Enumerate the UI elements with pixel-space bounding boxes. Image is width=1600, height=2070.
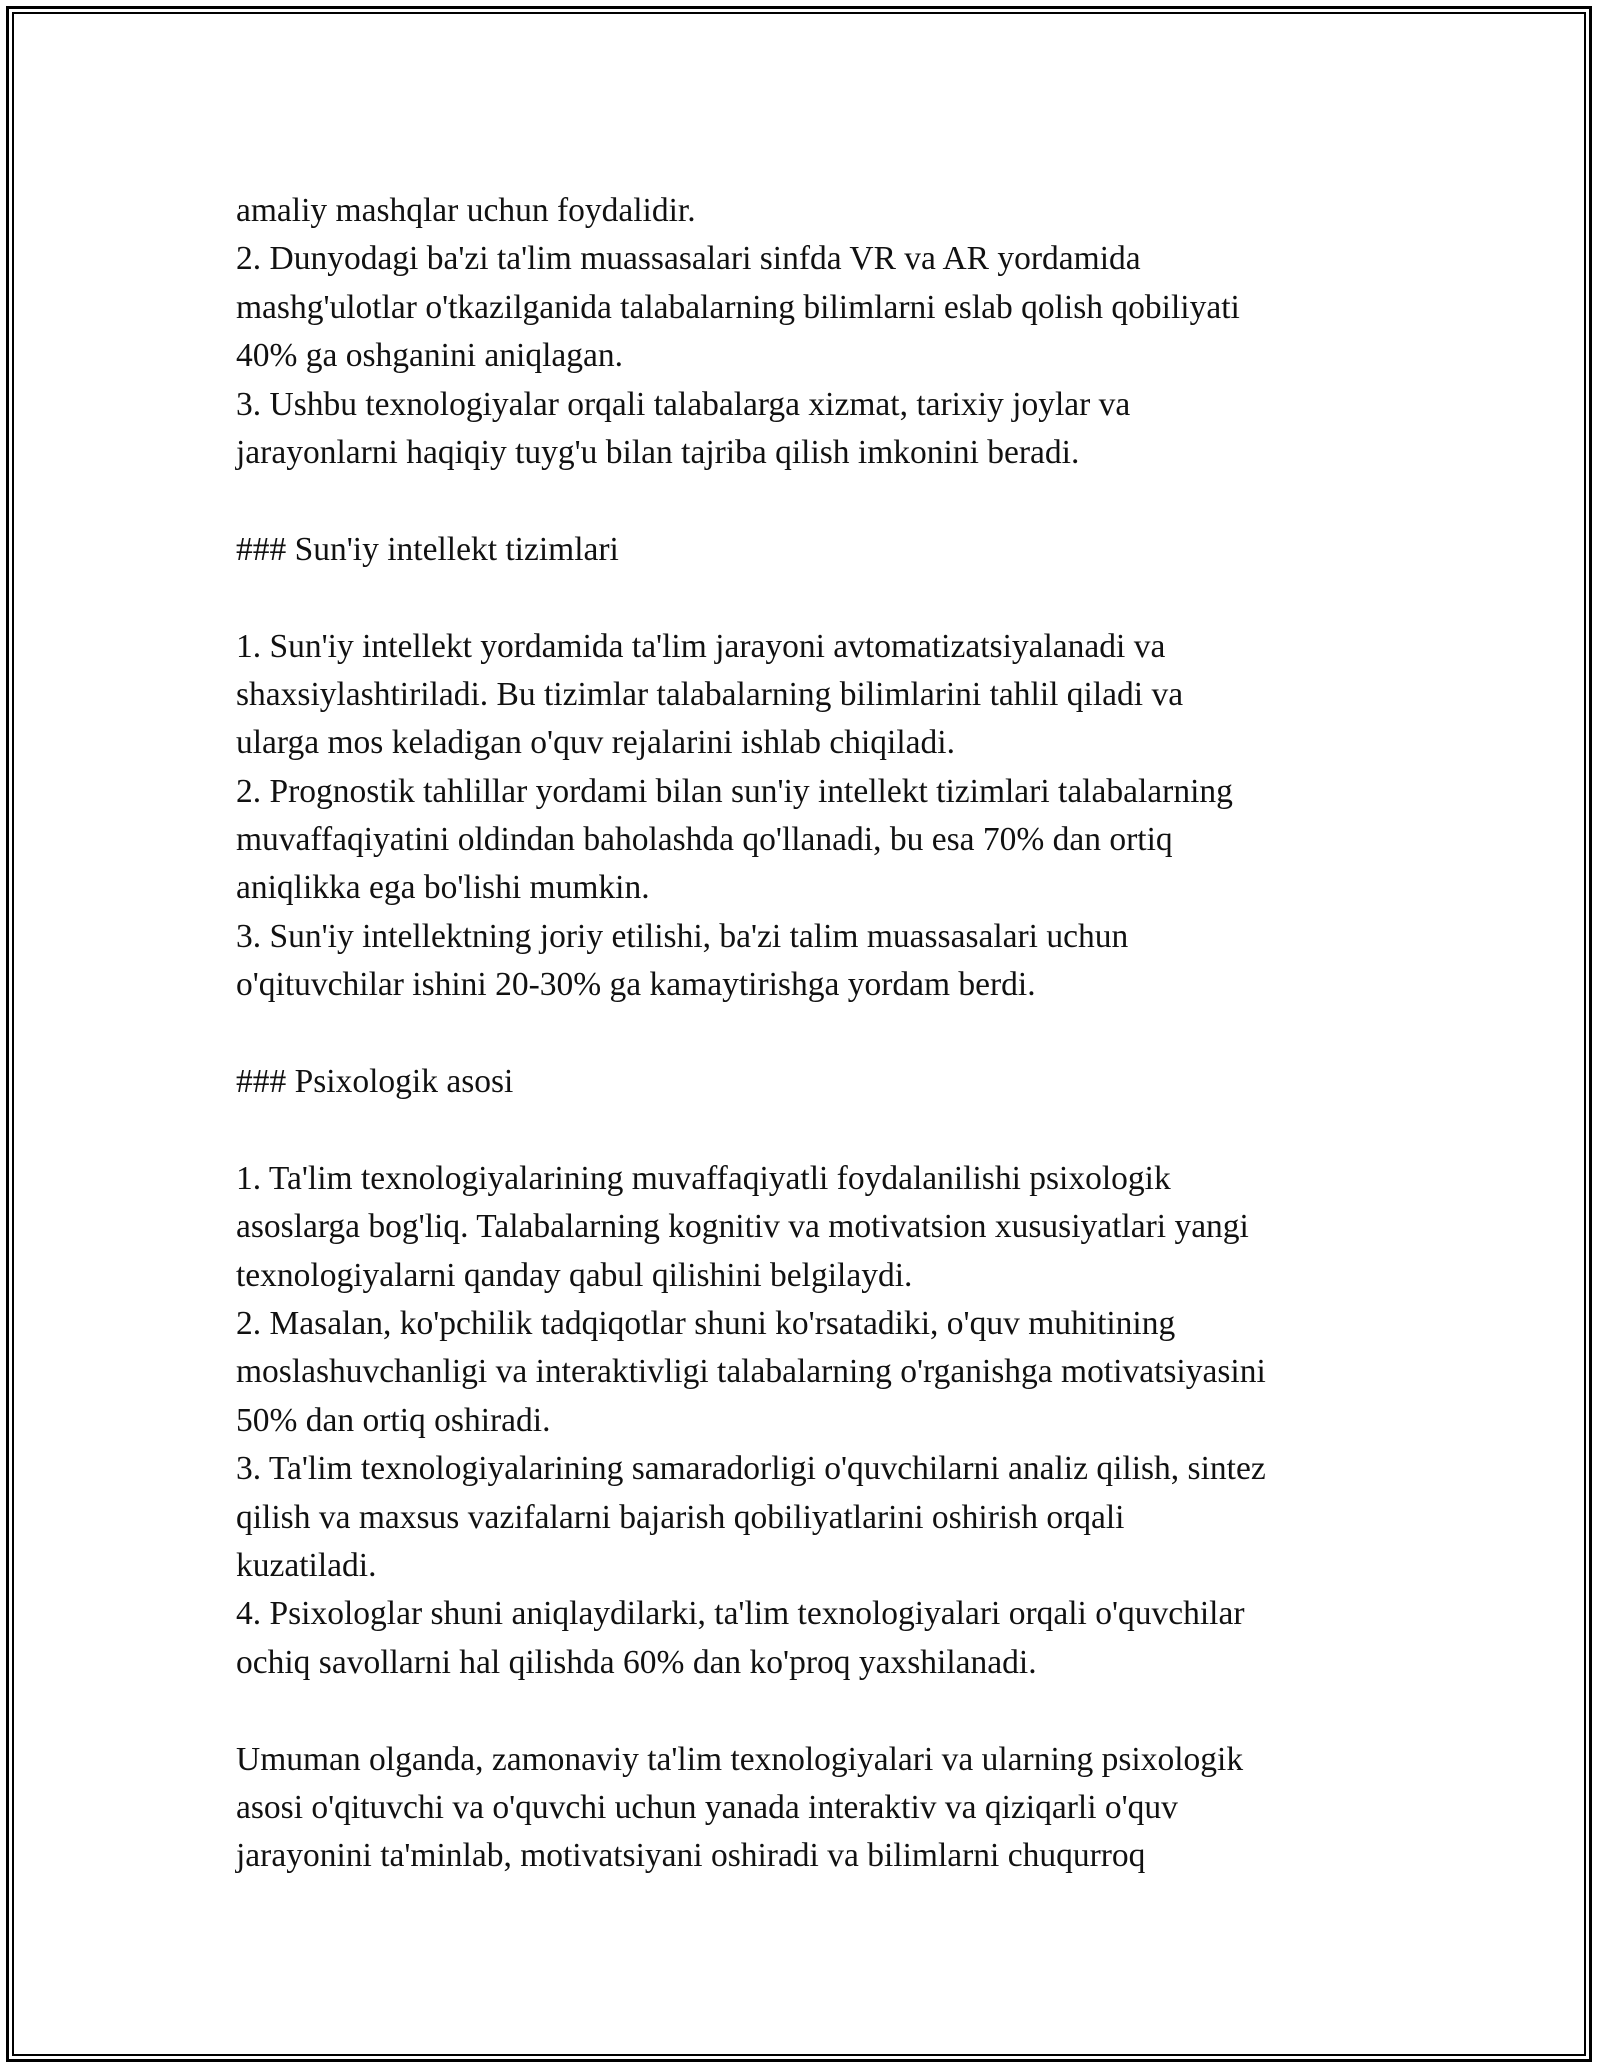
text-line: 2. Prognostik tahlillar yordami bilan sun'iy intellekt tizimlari talabalarning <box>236 772 1233 810</box>
text-line: shaxsiylashtiriladi. Bu tizimlar talabalarning bilimlarini tahlil qiladi va <box>236 675 1184 713</box>
section-psych-body <box>236 1155 1396 1687</box>
text-line: jarayonini ta'minlab, motivatsiyani oshiradi va bilimlarni chuqurroq <box>236 1837 1146 1875</box>
text-line: 50% dan ortiq oshiradi. <box>236 1401 551 1439</box>
text-line: ochiq savollarni hal qilishda 60% dan ko'proq yaxshilanadi. <box>236 1643 1037 1681</box>
paragraph-gap <box>236 477 1396 525</box>
text-line: qilish va maxsus vazifalarni bajarish qobiliyatlarini oshirish orqali <box>236 1498 1125 1536</box>
paragraph-gap <box>236 1106 1396 1154</box>
text-line: ularga mos keladigan o'quv rejalarini ishlab chiqiladi. <box>236 724 955 762</box>
text-line: muvaffaqiyatini oldindan baholashda qo'llanadi, bu esa 70% dan ortiq <box>236 821 1173 859</box>
text-line: asosi o'qituvchi va o'quvchi uchun yanada interaktiv va qiziqarli o'quv <box>236 1788 1178 1826</box>
text-line: 2. Dunyodagi ba'zi ta'lim muassasalari sinfda VR va AR yordamida <box>236 240 1141 278</box>
text-line: 2. Masalan, ko'pchilik tadqiqotlar shuni ko'rsatadiki, o'quv muhitining <box>236 1304 1176 1342</box>
text-line: aniqlikka ega bo'lishi mumkin. <box>236 869 650 907</box>
paragraph-gap <box>236 1010 1396 1058</box>
paragraph-gap <box>236 1687 1396 1735</box>
section-ai-body <box>236 623 1396 1010</box>
text-line: 3. Ushbu texnologiyalar orqali talabalarga xizmat, tarixiy joylar va <box>236 385 1131 423</box>
text-line: o'qituvchilar ishini 20-30% ga kamaytirishga yordam berdi. <box>236 966 1036 1004</box>
text-line: 4. Psixologlar shuni aniqlaydilarki, ta'lim texnologiyalari orqali o'quvchilar <box>236 1595 1245 1633</box>
text-line: mashg'ulotlar o'tkazilganida talabalarning bilimlarni eslab qolish qobiliyati <box>236 288 1240 326</box>
text-line: moslashuvchanligi va interaktivligi talabalarning o'rganishga motivatsiyasini <box>236 1353 1266 1391</box>
section-heading-psych: ### Psixologik asosi <box>236 1063 514 1101</box>
text-line: asoslarga bog'liq. Talabalarning kognitiv va motivatsion xususiyatlari yangi <box>236 1208 1249 1246</box>
text-line: 1. Ta'lim texnologiyalarining muvaffaqiyatli foydalanilishi psixologik <box>236 1159 1171 1197</box>
document-body <box>236 187 1396 1881</box>
text-line: 3. Ta'lim texnologiyalarining samaradorligi o'quvchilarni analiz qilish, sintez <box>236 1450 1266 1488</box>
conclusion-paragraph <box>236 1736 1396 1881</box>
intro-paragraph <box>236 187 1396 477</box>
section-heading-ai: ### Sun'iy intellekt tizimlari <box>236 530 619 568</box>
text-line: 3. Sun'iy intellektning joriy etilishi, ba'zi talim muassasalari uchun <box>236 917 1129 955</box>
text-line: texnologiyalarni qanday qabul qilishini belgilaydi. <box>236 1256 913 1294</box>
text-line: 1. Sun'iy intellekt yordamida ta'lim jarayoni avtomatizatsiyalanadi va <box>236 627 1166 665</box>
text-line: amaliy mashqlar uchun foydalidir. <box>236 192 696 229</box>
text-line: kuzatiladi. <box>236 1546 377 1584</box>
text-line: Umuman olganda, zamonaviy ta'lim texnologiyalari va ularning psixologik <box>236 1740 1244 1778</box>
paragraph-gap <box>236 574 1396 622</box>
text-line: 40% ga oshganini aniqlagan. <box>236 337 624 375</box>
text-line: jarayonlarni haqiqiy tuyg'u bilan tajriba qilish imkonini beradi. <box>236 433 1080 471</box>
